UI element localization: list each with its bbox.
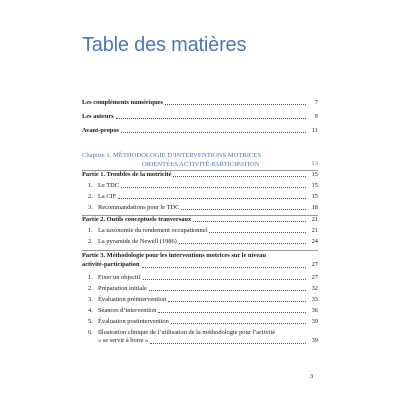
item-number: 1. bbox=[88, 274, 93, 281]
toc-page-number: 15 bbox=[311, 171, 318, 178]
item-number: 4. bbox=[88, 307, 93, 314]
leader-dots bbox=[158, 312, 306, 313]
toc-page-number: 33 bbox=[311, 296, 318, 303]
leader-dots bbox=[181, 209, 306, 210]
leader-dots bbox=[209, 232, 306, 233]
toc-page-number: 18 bbox=[311, 204, 318, 211]
toc-entry-label-cont: activité-participation bbox=[82, 261, 140, 269]
toc-entry-auteurs[interactable] bbox=[82, 112, 318, 121]
toc-part-3[interactable] bbox=[82, 251, 318, 270]
chapter-title-line1: Chapitre 1. MÉTHODOLOGIE D’INTERVENTIONS MOTRICES bbox=[82, 152, 262, 159]
toc-page-number: 39 bbox=[311, 318, 318, 325]
toc-page-number: 15 bbox=[311, 182, 318, 189]
toc-page-number: 24 bbox=[311, 238, 318, 245]
toc-entry[interactable] bbox=[88, 237, 318, 246]
item-number: 1. bbox=[88, 227, 93, 234]
toc-entry-avant-propos[interactable] bbox=[82, 126, 318, 135]
toc-entry-label: Évaluation postintervention bbox=[98, 318, 169, 325]
toc-page-number: 39 bbox=[311, 337, 318, 345]
leader-dots bbox=[142, 267, 306, 268]
toc-entry-complements[interactable] bbox=[82, 98, 318, 107]
toc-page-number: 36 bbox=[311, 307, 318, 314]
item-number: 5. bbox=[88, 318, 93, 325]
toc-entry[interactable] bbox=[88, 273, 318, 282]
toc-entry-label: Les compléments numériques bbox=[82, 99, 163, 106]
leader-dots bbox=[179, 243, 306, 244]
toc-entry-label: Avant-propos bbox=[82, 127, 120, 134]
toc-entry-label-cont: « se servir à boire » bbox=[98, 337, 149, 345]
toc-entry[interactable] bbox=[88, 284, 318, 293]
item-number: 2. bbox=[88, 238, 93, 245]
toc-entry[interactable] bbox=[88, 226, 318, 235]
toc-entry-label: Fixer un objectif bbox=[98, 274, 141, 281]
leader-dots bbox=[143, 279, 306, 280]
toc-page-number: 27 bbox=[311, 261, 318, 269]
toc-entry[interactable] bbox=[88, 203, 318, 212]
leader-dots bbox=[168, 301, 306, 302]
leader-dots bbox=[193, 221, 306, 222]
toc-entry-label: Préparation initiale bbox=[98, 285, 147, 292]
leader-dots bbox=[118, 198, 306, 199]
toc-entry-label: La CIF bbox=[98, 193, 117, 200]
item-number: 6. bbox=[88, 329, 93, 336]
toc-entry[interactable] bbox=[88, 295, 318, 304]
toc-entry[interactable] bbox=[88, 306, 318, 315]
toc-entry-label: Partie 1. Troubles de la motricité bbox=[82, 171, 172, 178]
toc-entry-label: Recommandations pour le TDC bbox=[98, 204, 180, 211]
page-folio: 3 bbox=[310, 373, 314, 380]
leader-dots bbox=[121, 132, 306, 133]
toc-entry-label: Évaluation préintervention bbox=[98, 296, 167, 303]
toc-entry[interactable] bbox=[88, 329, 318, 346]
leader-dots bbox=[171, 323, 306, 324]
toc-entry-label: Partie 2. Outils conceptuels tranversaux bbox=[82, 216, 192, 223]
leader-dots bbox=[173, 176, 306, 177]
item-number: 2. bbox=[88, 285, 93, 292]
toc-part-2[interactable] bbox=[82, 215, 318, 224]
leader-dots bbox=[149, 290, 306, 291]
item-number: 1. bbox=[88, 182, 93, 189]
toc-entry[interactable] bbox=[88, 317, 318, 326]
toc-entry-label: Le TDC bbox=[98, 182, 120, 189]
chapter-title-line2: ORIENTÉES ACTIVITÉ-PARTICIPATION bbox=[142, 160, 260, 168]
item-number: 3. bbox=[88, 296, 93, 303]
toc-entry-label: Partie 3. Méthodologie pour les interventions motrices sur le niveau bbox=[82, 252, 267, 259]
toc-entry[interactable] bbox=[88, 192, 318, 201]
toc-entry-label: La taxonomie du rendement occupationnel bbox=[98, 227, 208, 234]
toc-page-number: 32 bbox=[311, 285, 318, 292]
page-title: Table des matières bbox=[82, 34, 247, 56]
toc-entry-label: Les auteurs bbox=[82, 113, 114, 120]
toc-page-number: 27 bbox=[311, 274, 318, 281]
chapter-heading[interactable] bbox=[82, 152, 318, 169]
toc-page-number: 15 bbox=[311, 193, 318, 200]
leader-dots bbox=[116, 118, 306, 119]
toc-page-number: 21 bbox=[311, 227, 318, 234]
item-number: 3. bbox=[88, 204, 93, 211]
leader-dots bbox=[165, 104, 306, 105]
leader-dots bbox=[121, 187, 306, 188]
toc-page-number: 21 bbox=[311, 216, 318, 223]
toc-entry-label: Illustration clinique de l’utilisation de la méthodologie pour l’activité bbox=[98, 329, 276, 336]
toc-part-1[interactable] bbox=[82, 170, 318, 179]
item-number: 2. bbox=[88, 193, 93, 200]
toc-entry-label: Séances d’intervention bbox=[98, 307, 157, 314]
chapter-page-number: 13 bbox=[311, 160, 318, 167]
toc-entry[interactable] bbox=[88, 181, 318, 190]
toc-page-number: 11 bbox=[311, 127, 318, 134]
toc-page-number: 9 bbox=[314, 113, 318, 120]
toc-page-number: 7 bbox=[314, 99, 318, 106]
toc-entry-label: La pyramide de Newell (1986) bbox=[98, 238, 177, 245]
leader-dots bbox=[150, 343, 306, 344]
